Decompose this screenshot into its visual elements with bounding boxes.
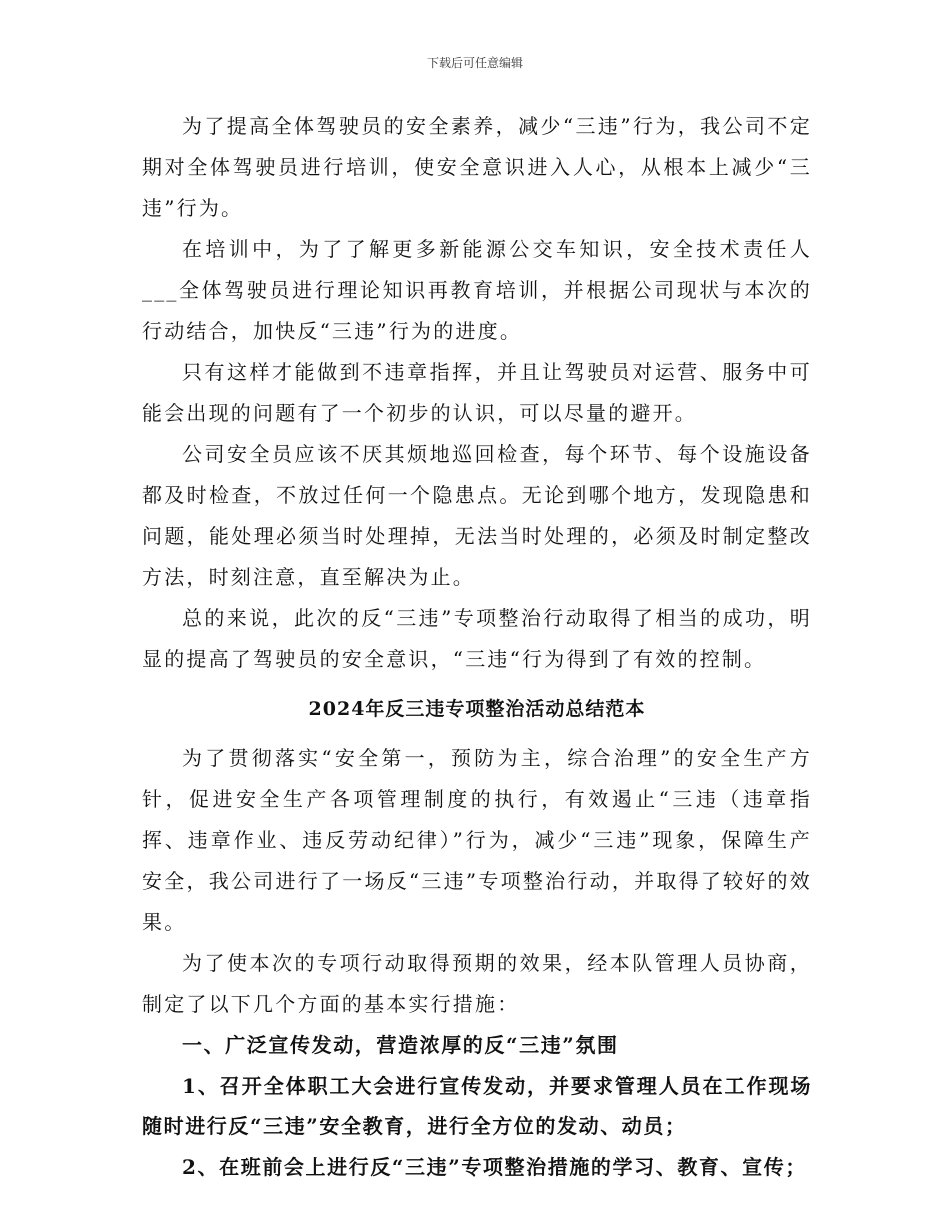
list-item-staff-meeting: 1、召开全体职工大会进行宣传发动，并要求管理人员在工作现场随时进行反“三违”安全教育，进行全方位的发动、动员；	[142, 1073, 812, 1138]
paragraph-avoid-violations: 只有这样才能做到不违章指挥，并且让驾驶员对运营、服务中可能会出现的问题有了一个初步的认识，可以尽量的避开。	[142, 360, 812, 425]
section-title: 2024年反三违专项整治活动总结范本	[308, 698, 646, 720]
subheading-publicity: 一、广泛宣传发动，营造浓厚的反“三违”氛围	[182, 1033, 619, 1057]
paragraph-training-purpose: 为了提高全体驾驶员的安全素养，减少“三违”行为，我公司不定期对全体驾驶员进行培训，使安全意识进入人心，从根本上减少“三违”行为。	[142, 114, 812, 220]
header-note: 下载后可任意编辑	[426, 56, 523, 70]
list-item-pre-shift-meeting: 2、在班前会上进行反“三违”专项整治措施的学习、教育、宣传；	[182, 1154, 807, 1179]
paragraph-policy-intro: 为了贯彻落实“安全第一，预防为主，综合治理”的安全生产方针，促进安全生产各项管理制度的执行，有效遏止“三违（违章指挥、违章作业、违反劳动纪律）”行为，减少“三违”现象，保障生产安全，我公司进行了一场反“三违”专项整治行动，并取得了较好的效果。	[142, 746, 812, 934]
document-body	[142, 106, 812, 1187]
paragraph-safety-inspection: 公司安全员应该不厌其烦地巡回检查，每个环节、每个设施设备都及时检查，不放过任何一个隐患点。无论到哪个地方，发现隐患和问题，能处理必须当时处理掉，无法当时处理的，必须及时制定整改方法，时刻注意，直至解决为止。	[142, 442, 812, 589]
paragraph-conclusion: 总的来说，此次的反“三违”专项整治行动取得了相当的成功，明显的提高了驾驶员的安全意识，“三违“行为得到了有效的控制。	[142, 606, 812, 671]
paragraph-measures-intro: 为了使本次的专项行动取得预期的效果，经本队管理人员协商，制定了以下几个方面的基本实行措施：	[142, 951, 812, 1016]
paragraph-training-content: 在培训中，为了了解更多新能源公交车知识，安全技术责任人___全体驾驶员进行理论知识再教育培训，并根据公司现状与本次的行动结合，加快反“三违”行为的进度。	[142, 237, 812, 343]
